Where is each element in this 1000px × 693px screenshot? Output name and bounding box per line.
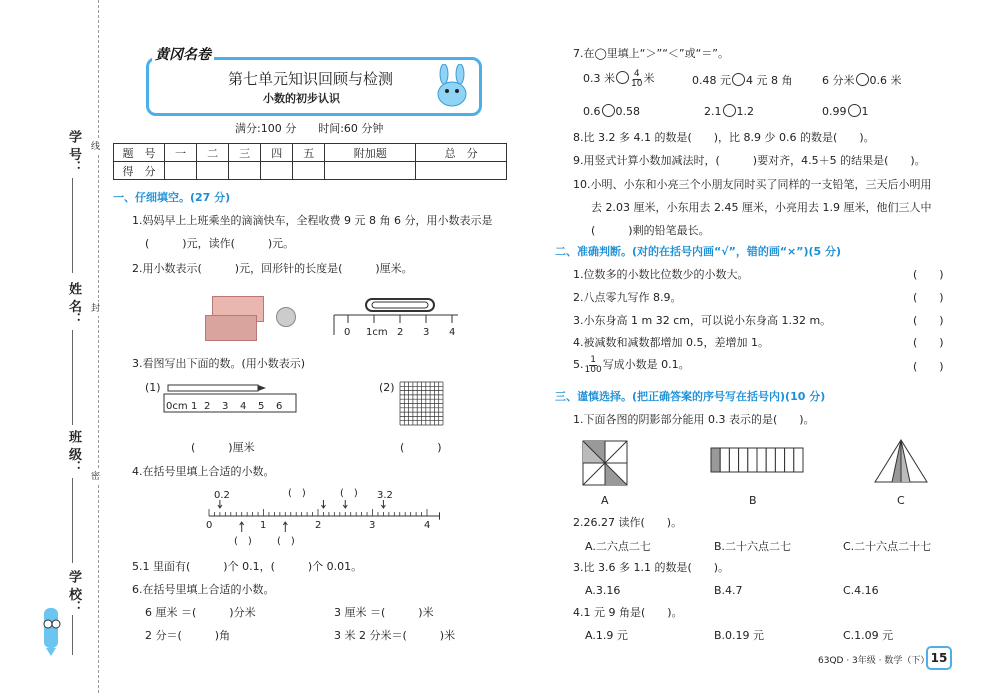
name-line: [72, 330, 73, 425]
compare-circle[interactable]: [856, 73, 869, 86]
question-3-answer-2: ( ): [400, 441, 442, 454]
question-6-item: 6 厘米 ＝( )分米: [145, 606, 256, 619]
strip-cell: [711, 448, 720, 472]
page-number: 15: [930, 651, 948, 665]
cut-label-1: 线: [91, 142, 101, 152]
numline-arrow-up: [283, 522, 287, 532]
student-no-label: 学 号：: [66, 130, 81, 174]
strip-cell: [729, 448, 738, 472]
section-1-heading: 一、仔细填空。(27 分): [113, 191, 231, 204]
ruler3-label: 4: [240, 401, 247, 412]
choice-question-1: 1.下面各图的阴影部分能用 0.3 表示的是( )。: [573, 413, 815, 426]
question-3: 3.看图写出下面的数。(用小数表示): [132, 357, 306, 370]
numline-top-label: 0.2: [214, 490, 230, 501]
question-3-answer-1: ( )厘米: [191, 441, 255, 454]
compare-right: 1.2: [736, 105, 754, 118]
score-table: [113, 143, 507, 180]
question-10-line-1: 10.小明、小东和小亮三个小朋友同时买了同样的一支铅笔，三天后小明用: [573, 178, 932, 191]
choice-option: A.3.16: [585, 584, 621, 597]
numline-arrow-down: [343, 500, 347, 508]
score-header-cell: 一: [165, 144, 197, 162]
figure-label: A: [601, 494, 609, 507]
compare-circle[interactable]: [616, 71, 629, 84]
compare-pair-1-frac: [583, 68, 654, 90]
compare-row-2a: [583, 103, 640, 121]
question-6-item: 3 米 2 分米＝( )米: [334, 629, 456, 642]
compare-circle[interactable]: [732, 73, 745, 86]
class-line: [72, 478, 73, 563]
numline-bottom-label: ( ): [234, 536, 252, 547]
judge-item-1: 1.位数多的小数比位数少的小数大。: [573, 268, 749, 281]
fraction-4-10: $\frac{4}{10}$: [631, 68, 643, 89]
score-cell[interactable]: [229, 162, 261, 180]
strip-cell: [748, 448, 757, 472]
score-time: 满分:100 分 时间:60 分钟: [235, 122, 384, 135]
numline-arrow: [439, 512, 440, 520]
score-row-label: 得 分: [114, 162, 165, 180]
question-6-item: 2 分＝( )角: [145, 629, 231, 642]
judge-paren[interactable]: ( ): [913, 360, 944, 373]
choice-question-2: 2.26.27 读作( )。: [573, 516, 683, 529]
class-label: 班 级：: [66, 430, 81, 474]
score-header-cell: 五: [293, 144, 325, 162]
numline-arrow-up: [240, 522, 244, 532]
strip-cell: [794, 448, 803, 472]
mascot-icon: [36, 598, 66, 658]
figure-a-square: [582, 440, 628, 486]
judge-paren[interactable]: ( ): [913, 314, 944, 327]
ruler2-label: 3: [423, 327, 430, 338]
page-subtitle: 小数的初步认识: [263, 92, 340, 105]
question-6-item: 3 厘米 ＝( )米: [334, 606, 434, 619]
compare-row-2b: [704, 103, 754, 121]
numline-arrow-down: [218, 500, 222, 508]
choice-option: B.4.7: [714, 584, 743, 597]
ruler3-label: 3: [222, 401, 229, 412]
numline-bottom-label: ( ): [277, 536, 295, 547]
judge-paren[interactable]: ( ): [913, 336, 944, 349]
numline-top-label: ( ): [340, 488, 358, 499]
numline-arrow-down: [321, 500, 325, 508]
cut-label-3: 密: [91, 472, 101, 482]
judge-item-2: 2.八点零九写作 8.9。: [573, 291, 682, 304]
compare-circle[interactable]: [723, 104, 736, 117]
score-header-cell: 四: [261, 144, 293, 162]
choice-option: C.1.09 元: [843, 629, 894, 642]
choice-question-4: 4.1 元 9 角是( )。: [573, 606, 683, 619]
figure-label: B: [749, 494, 757, 507]
judge-item-4: 4.被减数和减数都增加 0.5，差增加 1。: [573, 336, 769, 349]
strip-cell: [775, 448, 784, 472]
hundred-grid: [399, 381, 444, 426]
score-cell[interactable]: [261, 162, 293, 180]
ruler2-label: 2: [397, 327, 404, 338]
name-label: 姓 名：: [66, 282, 81, 326]
student-no-line: [72, 178, 73, 273]
question-9: 9.用竖式计算小数加减法时，( )要对齐，4.5＋5 的结果是( )。: [573, 154, 926, 167]
numline-top-label: ( ): [288, 488, 306, 499]
numline-tick-label: 4: [424, 520, 431, 531]
judge-paren[interactable]: ( ): [913, 268, 944, 281]
page-title: 第七单元知识回顾与检测: [228, 70, 394, 88]
brand-logo: 黄冈名卷: [152, 44, 214, 64]
numline-arrow-down: [381, 500, 385, 508]
question-6: 6.在括号里填上合适的小数。: [132, 583, 275, 596]
figure-c-triangle: [873, 438, 929, 484]
section-2-heading: 二、准确判断。(对的在括号内画“√”，错的画“×”)(5 分): [555, 245, 842, 258]
numline-tick-label: 3: [369, 520, 376, 531]
question-10-line-2: 去 2.03 厘米，小东用去 2.45 厘米，小亮用去 1.9 厘米，他们三人中: [591, 201, 932, 214]
footer-code: 63QD · 3年级 · 数学（下）: [818, 656, 930, 666]
ruler2-label: 1cm: [366, 327, 388, 338]
ruler3-label: 6: [276, 401, 283, 412]
page-number-badge: [926, 646, 952, 670]
score-header-cell: 三: [229, 144, 261, 162]
question-7: 7.在◯里填上“＞”“＜”或“＝”。: [573, 47, 729, 60]
strip-cell: [757, 448, 766, 472]
strip-cell: [766, 448, 775, 472]
banknote-image: [205, 315, 257, 341]
choice-question-3: 3.比 3.6 多 1.1 的数是( )。: [573, 561, 730, 574]
ruler3-label: 1: [191, 401, 198, 412]
fraction-1-100: $\frac{1}{100}$: [584, 354, 602, 375]
strip-cell: [720, 448, 729, 472]
compare-right: 1: [861, 105, 869, 118]
strip-cell: [739, 448, 748, 472]
score-header-cell: 题 号: [114, 144, 165, 162]
ruler2-label: 0: [344, 327, 351, 338]
score-cell[interactable]: [325, 162, 416, 180]
compare-pair-3: [822, 72, 902, 90]
choice-option: C.4.16: [843, 584, 879, 597]
choice-option: A.二六点二七: [585, 540, 651, 553]
judge-item-5: 5. $\frac{1}{100}$ 写成小数是 0.1。: [573, 354, 690, 375]
compare-left: 0.3 米: [583, 72, 615, 85]
compare-left: 0.99: [822, 105, 847, 118]
question-4: 4.在括号里填上合适的小数。: [132, 465, 275, 478]
choice-option: A.1.9 元: [585, 629, 628, 642]
score-header-cell: 附加题: [325, 144, 416, 162]
compare-left: 0.6: [583, 105, 601, 118]
ruler3-label: 2: [204, 401, 211, 412]
score-cell[interactable]: [197, 162, 229, 180]
ruler3-label: 0cm: [166, 401, 188, 412]
number-line: [205, 500, 440, 532]
compare-pair-2: [692, 72, 793, 90]
figure-label: C: [897, 494, 905, 507]
score-cell[interactable]: [165, 162, 197, 180]
judge-item-3: 3.小东身高 1 m 32 cm，可以说小东身高 1.32 m。: [573, 314, 832, 327]
compare-right: 4 元 8 角: [746, 74, 793, 87]
coin-image: [276, 307, 296, 327]
section-3-heading: 三、谨慎选择。(把正确答案的序号写在括号内)(10 分): [555, 390, 826, 403]
question-3-part-2-label: (2): [379, 381, 395, 394]
strip-cell: [785, 448, 794, 472]
numline-top-label: 3.2: [377, 490, 393, 501]
compare-left: 6 分米: [822, 74, 855, 87]
school-line: [72, 615, 73, 655]
question-1-line-2: ( )元，读作( )元。: [145, 237, 295, 250]
figure-b-strips: [710, 447, 804, 473]
numline-tick-label: 1: [260, 520, 267, 531]
score-cell[interactable]: [293, 162, 325, 180]
score-header-cell: 二: [197, 144, 229, 162]
score-cell[interactable]: [416, 162, 507, 180]
rabbit-icon: [428, 64, 476, 108]
cut-label-2: 封: [91, 304, 101, 314]
question-5: 5.1 里面有( )个 0.1，( )个 0.01。: [132, 560, 363, 573]
compare-left: 2.1: [704, 105, 722, 118]
compare-circle[interactable]: [602, 104, 615, 117]
judge-paren[interactable]: ( ): [913, 291, 944, 304]
question-3-part-1-label: (1): [145, 381, 161, 394]
compare-row-2c: [822, 103, 869, 121]
compare-right: 0.58: [615, 105, 640, 118]
compare-right: 0.6 米: [869, 74, 902, 87]
compare-circle[interactable]: [848, 104, 861, 117]
compare-unit: 米: [643, 72, 655, 85]
ruler3-label: 5: [258, 401, 265, 412]
choice-option: C.二十六点二十七: [843, 540, 932, 553]
compare-left: 0.48 元: [692, 74, 731, 87]
cut-line: [98, 0, 99, 693]
choice-option: B.0.19 元: [714, 629, 765, 642]
numline-tick-label: 2: [315, 520, 322, 531]
numline-tick-label: 0: [206, 520, 213, 531]
question-2: 2.用小数表示( )元，回形针的长度是( )厘米。: [132, 262, 413, 275]
question-10-line-3: ( )剩的铅笔最长。: [591, 224, 710, 237]
school-label: 学 校：: [66, 570, 81, 614]
score-header-cell: 总 分: [416, 144, 507, 162]
question-1-line-1: 1.妈妈早上上班乘坐的滴滴快车，全程收费 9 元 8 角 6 分，用小数表示是: [132, 214, 493, 227]
choice-option: B.二十六点二七: [714, 540, 792, 553]
question-8: 8.比 3.2 多 4.1 的数是( )，比 8.9 少 0.6 的数是( )。: [573, 131, 875, 144]
ruler2-label: 4: [449, 327, 456, 338]
